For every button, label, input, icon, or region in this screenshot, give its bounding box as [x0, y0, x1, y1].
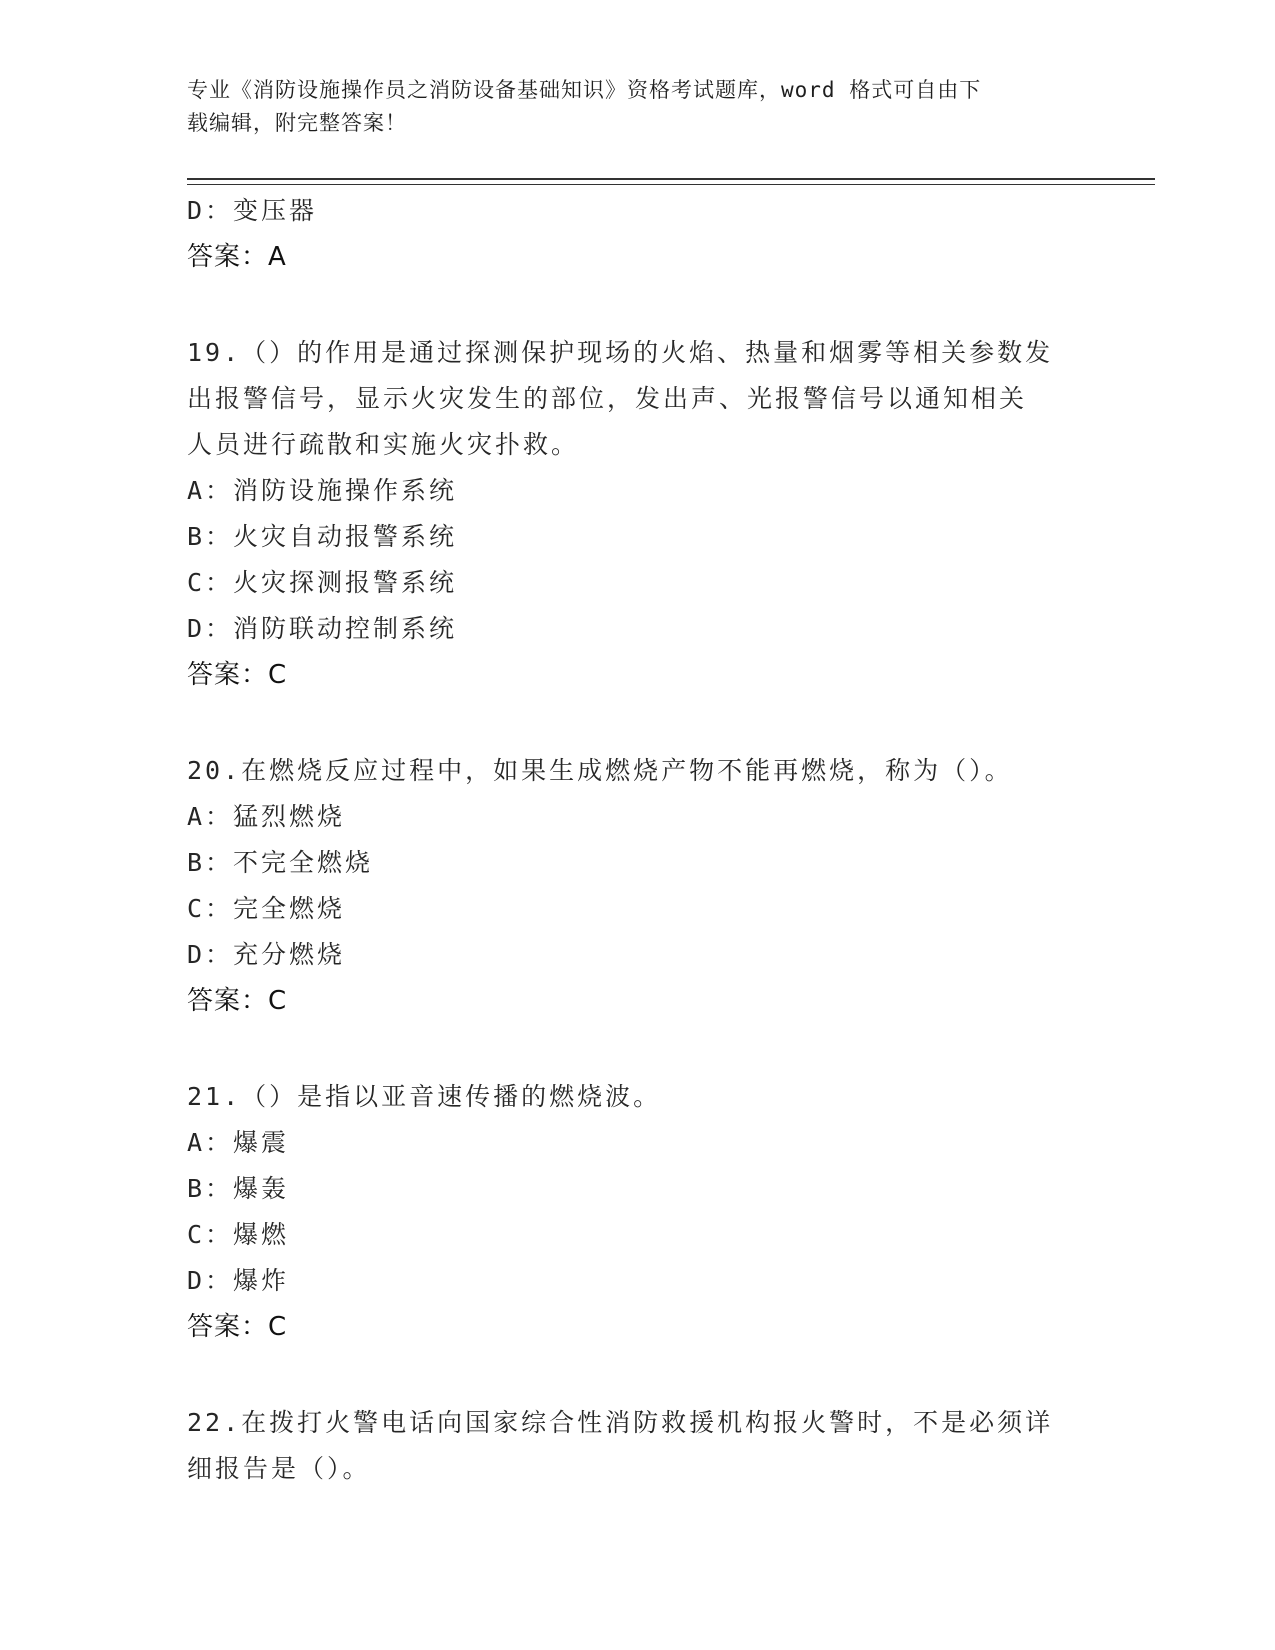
answer: 答案：C — [187, 986, 288, 1016]
answer: 答案：A — [187, 242, 287, 272]
question-20 — [187, 748, 1087, 1024]
question-stem: 人员进行疏散和实施火灾扑救。 — [187, 430, 580, 459]
document-header — [187, 74, 1067, 140]
spacer — [187, 280, 1087, 330]
option-a: A：消防设施操作系统 — [187, 476, 458, 505]
option-d: D：充分燃烧 — [187, 940, 346, 969]
option-b: B：火灾自动报警系统 — [187, 522, 458, 551]
question-22 — [187, 1400, 1087, 1492]
question-stem: 21.（）是指以亚音速传播的燃烧波。 — [187, 1082, 662, 1111]
answer: 答案：C — [187, 660, 288, 690]
option-b: B：不完全燃烧 — [187, 848, 374, 877]
option-c: C：完全燃烧 — [187, 894, 346, 923]
option-a: A：猛烈燃烧 — [187, 802, 346, 831]
option-d: D：爆炸 — [187, 1266, 290, 1295]
question-stem: 出报警信号，显示火灾发生的部位，发出声、光报警信号以通知相关 — [187, 384, 1028, 413]
question-list — [187, 188, 1087, 1492]
header-line-1: 专业《消防设施操作员之消防设备基础知识》资格考试题库，word 格式可自由下 — [187, 78, 982, 102]
question-19 — [187, 330, 1087, 698]
option-c: C：爆燃 — [187, 1220, 290, 1249]
header-divider-thick — [187, 178, 1155, 180]
spacer — [187, 1024, 1087, 1074]
question-stem: 22.在拨打火警电话向国家综合性消防救援机构报火警时，不是必须详 — [187, 1408, 1054, 1437]
option-d: D：变压器 — [187, 196, 318, 225]
option-a: A：爆震 — [187, 1128, 290, 1157]
question-21 — [187, 1074, 1087, 1350]
header-divider-thin — [187, 184, 1155, 185]
header-line-2: 载编辑，附完整答案！ — [187, 111, 407, 135]
question-18-tail — [187, 188, 1087, 280]
question-stem: 19.（）的作用是通过探测保护现场的火焰、热量和烟雾等相关参数发 — [187, 338, 1054, 367]
question-stem: 20.在燃烧反应过程中，如果生成燃烧产物不能再燃烧，称为（）。 — [187, 756, 1013, 785]
answer: 答案：C — [187, 1312, 288, 1342]
option-b: B：爆轰 — [187, 1174, 290, 1203]
spacer — [187, 1350, 1087, 1400]
question-stem: 细报告是（）。 — [187, 1454, 371, 1483]
spacer — [187, 698, 1087, 748]
option-c: C：火灾探测报警系统 — [187, 568, 458, 597]
option-d: D：消防联动控制系统 — [187, 614, 458, 643]
